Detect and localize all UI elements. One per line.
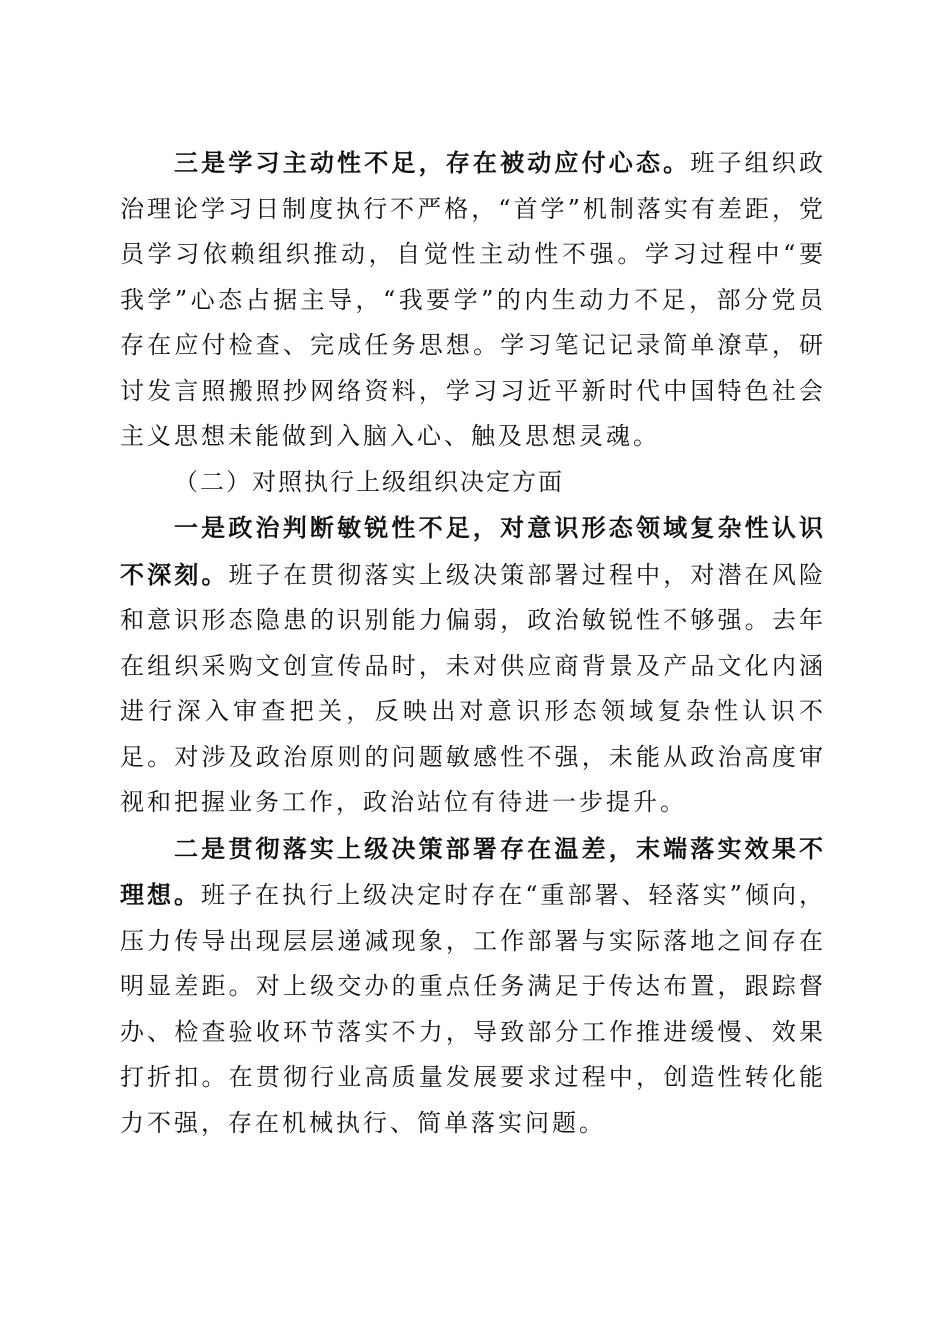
paragraph-implementation-gap (120, 826, 826, 1147)
paragraph-lead: 一是政治判断敏锐性不足，对意识形态领域复杂性认识不深刻。 (120, 513, 826, 589)
paragraph-text: 班子组织政治理论学习日制度执行不严格，“首学”机制落实有差距，党员学习依赖组织推动，自觉性主动性不强。学习过程中“要我学”心态占据主导，“我要学”的内生动力不足，部分党员存在应付检查、完成任务思想。学习笔记记录简单潦草，研讨发言照搬照抄网络资料，学习习近平新时代中国特色社会主义思想未能做到入脑入心、触及思想灵魂。 (120, 149, 827, 450)
paragraph-text: 班子在执行上级决定时存在“重部署、轻落实”倾向，压力传导出现层层递减现象，工作部署与实际落地之间存在明显差距。对上级交办的重点任务满足于传达布置，跟踪督办、检查验收环节落实不力，导致部分工作推进缓慢、效果打折扣。在贯彻行业高质量发展要求过程中，创造性转化能力不强，存在机械执行、简单落实问题。 (120, 881, 827, 1137)
paragraph-lead: 三是学习主动性不足，存在被动应付心态。 (174, 148, 691, 177)
section-heading: （二）对照执行上级组织决定方面 (174, 467, 564, 496)
paragraph-text: 班子在贯彻落实上级决策部署过程中，对潜在风险和意识形态隐患的识别能力偏弱，政治敏锐性不够强。去年在组织采购文创宣传品时，未对供应商背景及产品文化内涵进行深入审查把关，反映出对意识形态领域复杂性认识不足。对涉及政治原则的问题敏感性不强，未能从政治高度审视和把握业务工作，政治站位有待进一步提升。 (120, 560, 826, 816)
paragraph-lead: 二是贯彻落实上级决策部署存在温差，末端落实效果不理想。 (120, 833, 826, 909)
document-body (120, 140, 826, 1146)
paragraph-learning-initiative (120, 140, 826, 460)
paragraph-political-judgment (120, 505, 826, 826)
